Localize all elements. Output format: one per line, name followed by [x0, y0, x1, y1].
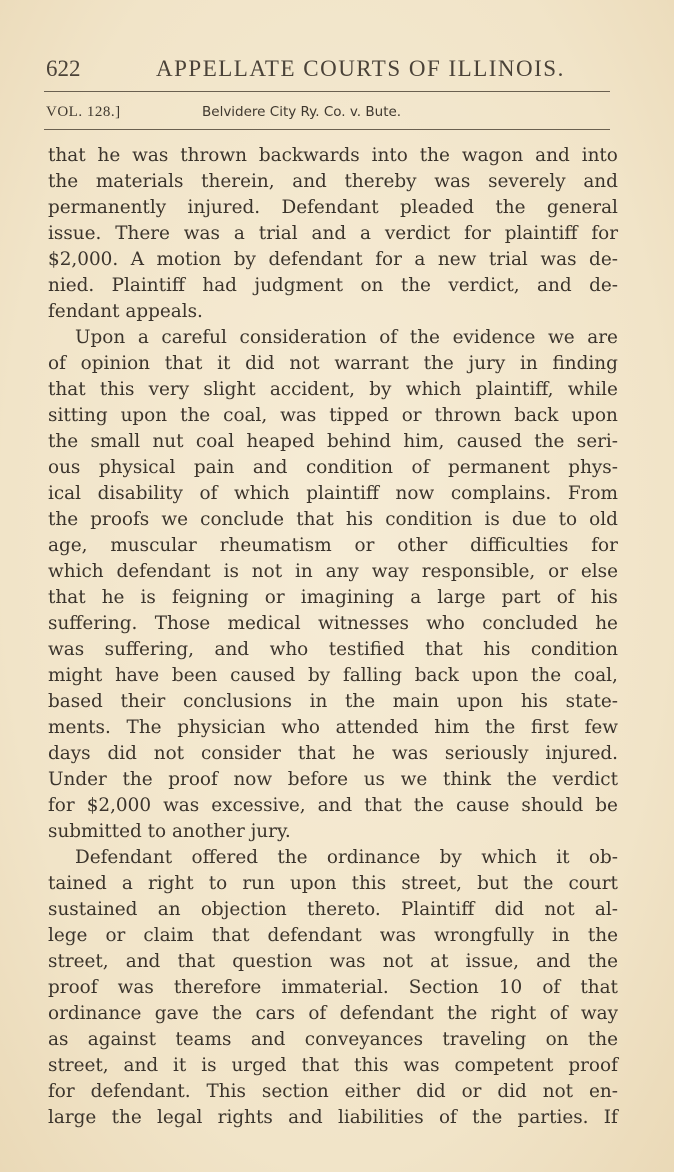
text-line: might have been caused by falling back upon the coal,: [48, 665, 618, 686]
text-line: for $2,000 was excessive, and that the cause should be: [48, 795, 618, 816]
text-line: the proofs we conclude that his condition is due to old: [48, 509, 618, 530]
text-line: ical disability of which plaintiff now complains. From: [48, 483, 618, 504]
paragraph: [48, 143, 618, 325]
text-line: for defendant. This section either did or did not en-: [48, 1081, 618, 1102]
text-line: of opinion that it did not warrant the jury in finding: [48, 353, 618, 374]
volume-label: VOL. 128.]: [46, 104, 121, 120]
text-line: Upon a careful consideration of the evidence we are: [75, 327, 618, 348]
text-line: Under the proof now before us we think the verdict: [48, 769, 618, 790]
text-line: tained a right to run upon this street, but the court: [48, 873, 618, 894]
text-line: ordinance gave the cars of defendant the right of way: [48, 1003, 618, 1024]
text-line: proof was therefore immaterial. Section 10 of that: [48, 977, 618, 998]
paragraph: [48, 325, 618, 845]
text-line: was suffering, and who testified that his condition: [48, 639, 618, 660]
text-line: that he was thrown backwards into the wagon and into: [48, 145, 618, 166]
header-rule-top: [44, 91, 610, 92]
text-line: nied. Plaintiff had judgment on the verdict, and de-: [48, 275, 618, 296]
text-line: lege or claim that defendant was wrongfully in the: [48, 925, 618, 946]
text-line: as against teams and conveyances traveling on the: [48, 1029, 618, 1050]
text-line: age, muscular rheumatism or other difficulties for: [48, 535, 618, 556]
text-line: that this very slight accident, by which plaintiff, while: [48, 379, 618, 400]
journal-title: APPELLATE COURTS OF ILLINOIS.: [156, 56, 565, 81]
text-line: street, and that question was not at issue, and the: [48, 951, 618, 972]
text-line: Defendant offered the ordinance by which it ob-: [75, 847, 618, 868]
body-text: [48, 143, 618, 1131]
text-line: large the legal rights and liabilities of the parties. If: [48, 1107, 618, 1128]
text-line: that he is feigning or imagining a large part of his: [48, 587, 618, 608]
text-line: fendant appeals.: [48, 301, 203, 322]
case-name: Belvidere City Ry. Co. v. Bute.: [202, 104, 402, 120]
paragraph: [48, 845, 618, 1131]
text-line: street, and it is urged that this was competent proof: [48, 1055, 618, 1076]
text-line: based their conclusions in the main upon his state-: [48, 691, 618, 712]
header-rule-bottom: [44, 129, 610, 130]
text-line: days did not consider that he was seriously injured.: [48, 743, 618, 764]
running-head: [46, 56, 616, 86]
text-line: suffering. Those medical witnesses who concluded he: [48, 613, 618, 634]
page-number: 622: [46, 56, 81, 81]
case-caption: [46, 104, 616, 124]
text-line: submitted to another jury.: [48, 821, 291, 842]
text-line: ous physical pain and condition of permanent phys-: [48, 457, 618, 478]
text-line: the materials therein, and thereby was severely and: [48, 171, 618, 192]
text-line: issue. There was a trial and a verdict for plaintiff for: [48, 223, 618, 244]
text-line: which defendant is not in any way responsible, or else: [48, 561, 618, 582]
text-line: sustained an objection thereto. Plaintiff did not al-: [48, 899, 618, 920]
text-line: sitting upon the coal, was tipped or thrown back upon: [48, 405, 618, 426]
text-line: the small nut coal heaped behind him, caused the seri-: [48, 431, 618, 452]
text-line: permanently injured. Defendant pleaded the general: [48, 197, 618, 218]
text-line: ments. The physician who attended him the first few: [48, 717, 618, 738]
text-line: $2,000. A motion by defendant for a new trial was de-: [48, 249, 618, 270]
